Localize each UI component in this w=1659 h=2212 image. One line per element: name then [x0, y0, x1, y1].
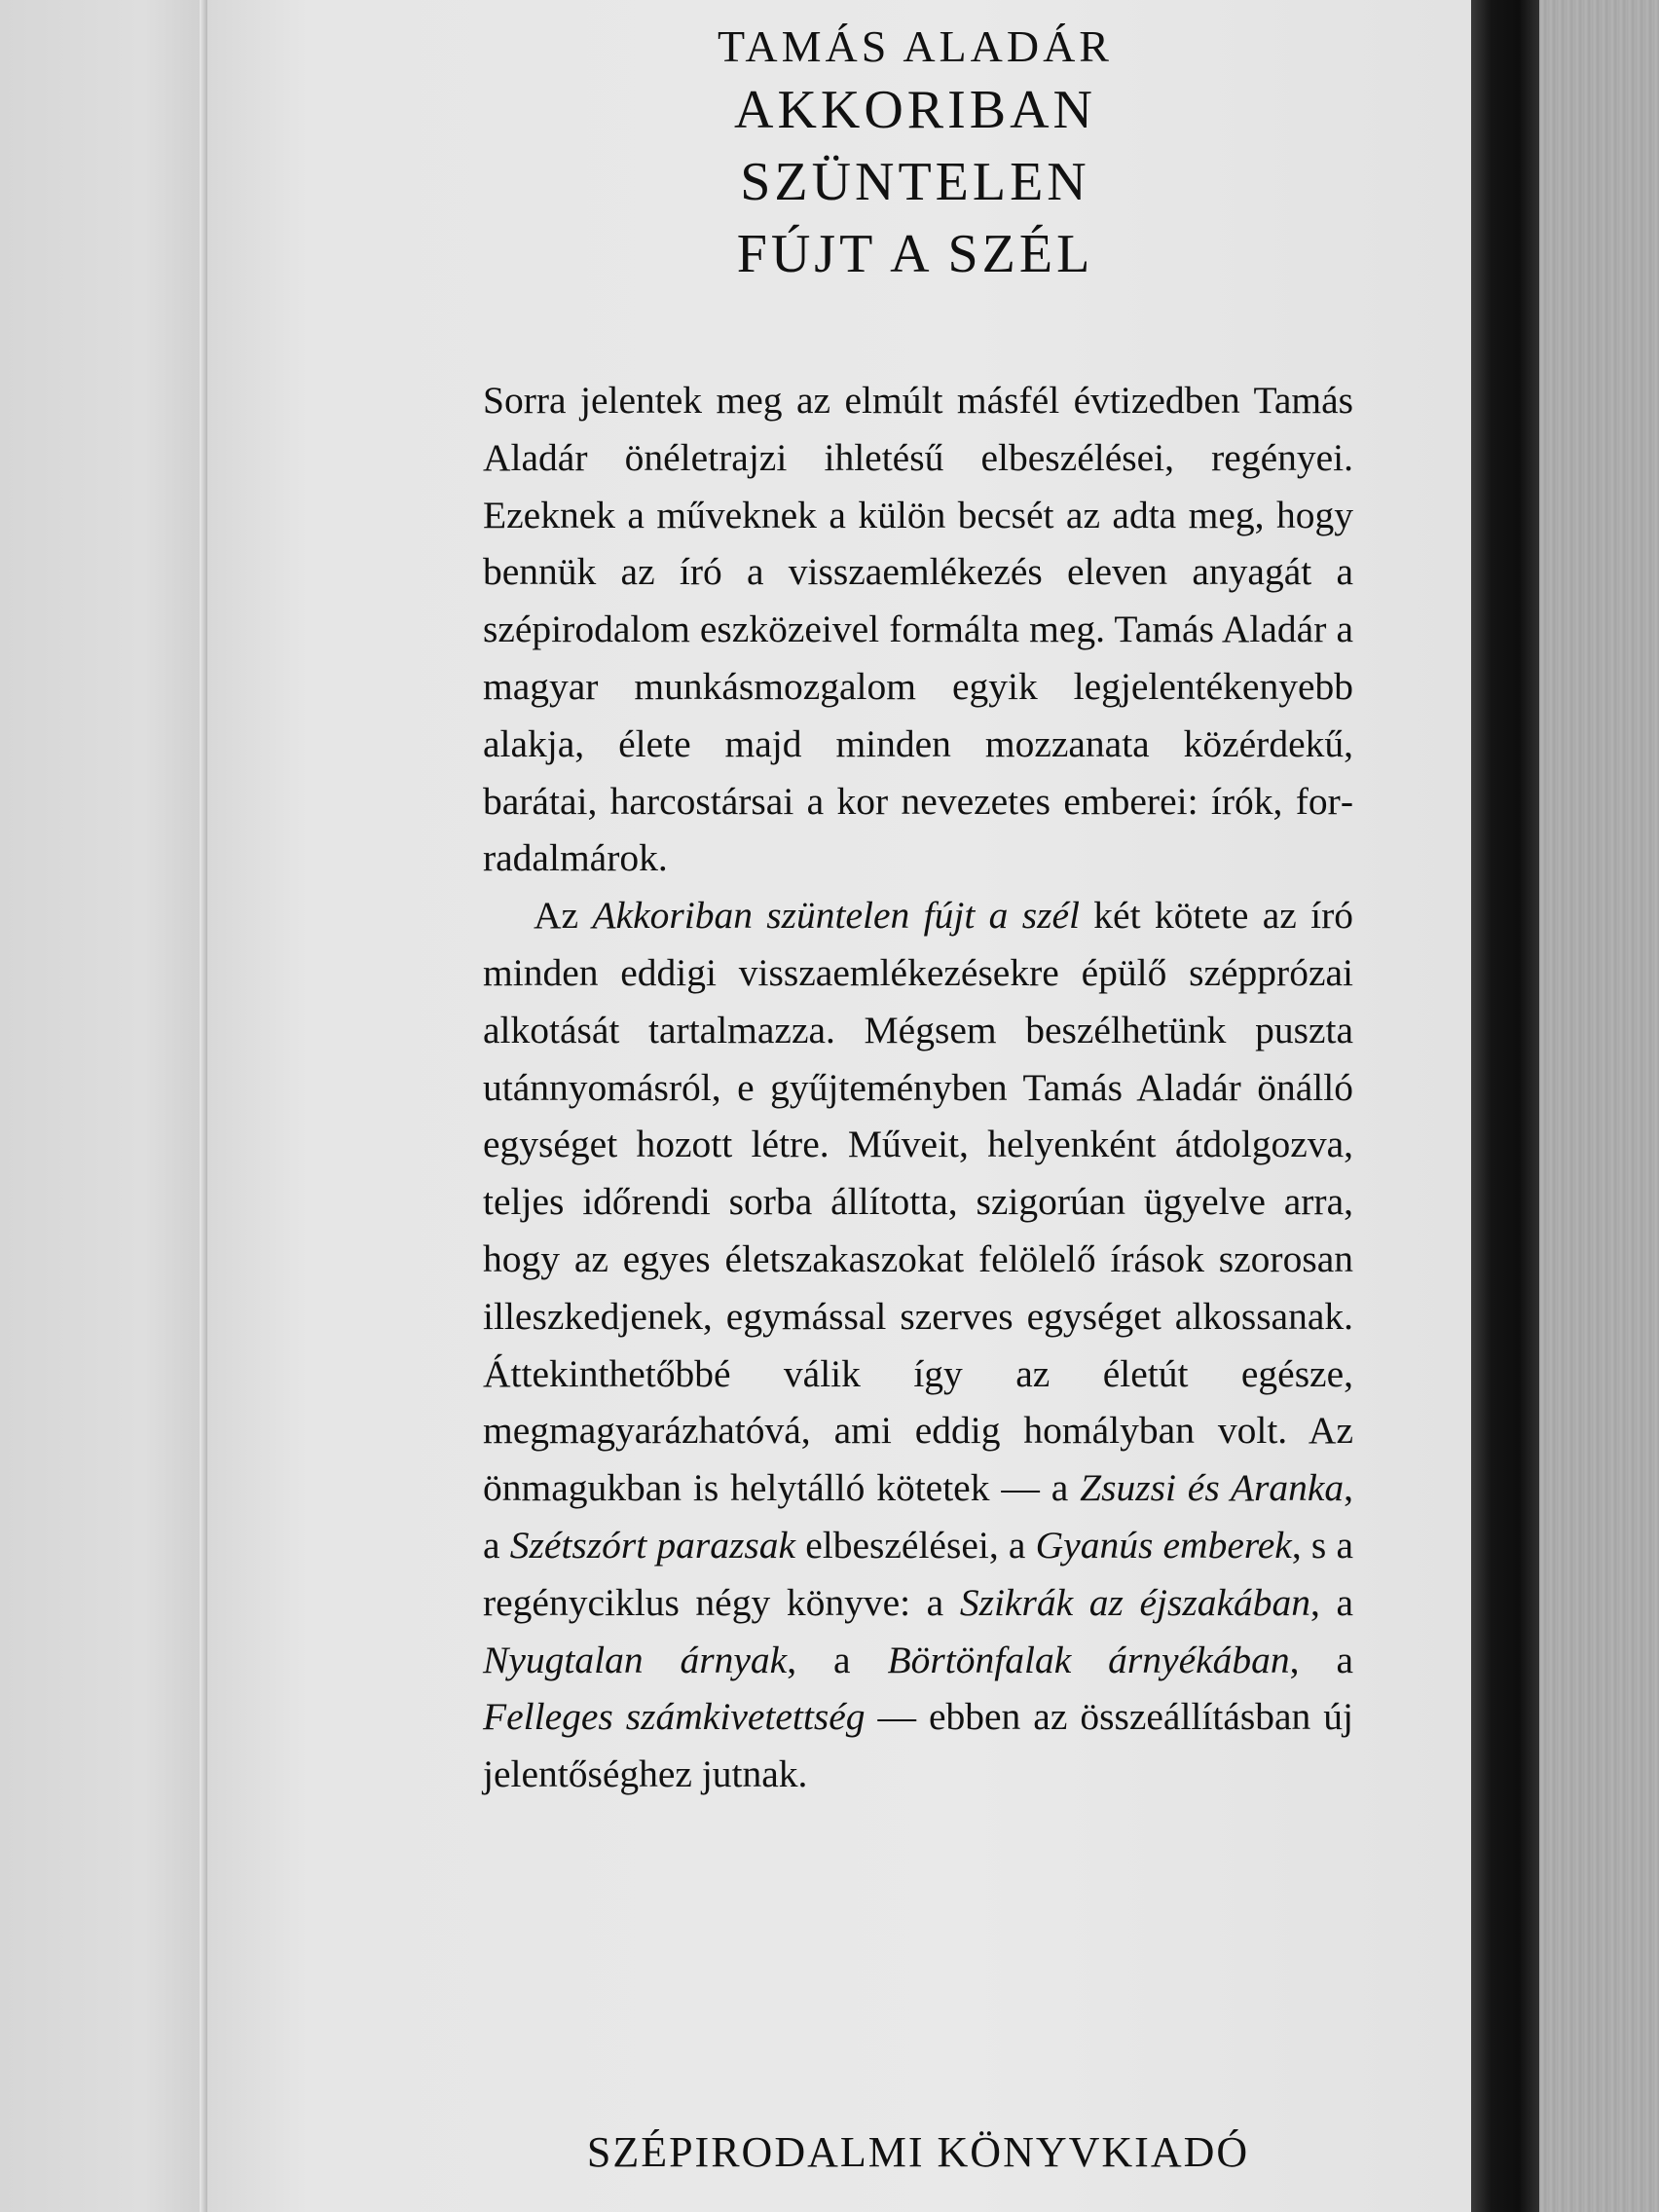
book-title-line-1: AKKORIBAN — [734, 80, 1096, 140]
background-surface — [1539, 0, 1659, 2212]
text-segment: , a — [1309, 1580, 1353, 1624]
text-segment: , a — [1289, 1638, 1353, 1681]
text-segment: , a — [483, 1466, 1354, 1567]
left-page — [0, 0, 206, 2212]
book-spine — [1471, 0, 1539, 2212]
book-title-line-2: SZÜNTELEN — [740, 152, 1090, 212]
text-segment: két kötete az író minden eddigi visszaemlékezésekre épülő szépprózai alkotását tartalmazza. Mégsem beszélhetünk puszta utánnyomásról, e gyűjteményben Tamás Aladár önálló egységet hozott létre. Műveit, helyenként átdolgozva, teljes időrendi sorba állította, szigorúan ügyelve arra, hogy az egyes életszakaszokat felölelő írások szorosan illeszkedjenek, egymással szerves egységet alkossanak. Áttekinthetőbbé válik így az életút egésze, megmagyarázhatóvá, ami eddig homályban volt. Az önmagukban is helytálló kötetek — a — [483, 894, 1354, 1510]
book-title-italic: Nyugtalan árnyak — [483, 1638, 788, 1681]
book-title-italic: Szikrák az éjszakában — [959, 1580, 1310, 1624]
book-title-line-3: FÚJT A SZÉL — [736, 224, 1094, 284]
blurb-text — [483, 372, 1353, 1803]
blurb-paragraph-1: Sorra jelentek meg az elmúlt másfél évtizedben Tamás Aladár önéletrajzi ihletésű elbeszélései, regényei. Ezeknek a műveknek a külön becsét az adta meg, hogy bennük az író a visszaemlékezés eleven anyagát a szépirodalom eszközeivel formálta meg. Tamás Aladár a magyar munkásmozgalom egyik legjelentékenyebb alakja, élete majd minden mozzanata közérdekű, barátai, harcostársai a kor nevezetes emberei: írók, forradalmárok. — [483, 379, 1353, 880]
text-segment: Az — [534, 894, 593, 938]
book-header — [584, 19, 1246, 290]
text-segment: , s a regényciklus négy könyve: a — [483, 1523, 1353, 1624]
book-title-italic: Akkoriban szüntelen fújt a szél — [592, 894, 1080, 938]
book-title-italic: Börtönfalak árnyékában — [887, 1638, 1290, 1681]
blurb-paragraph-2 — [483, 887, 1353, 1803]
book-title-italic: Felleges számkivetettség — [483, 1695, 866, 1739]
book-title-italic: Gyanús emberek — [1035, 1523, 1292, 1567]
publisher-name: SZÉPIRODALMI KÖNYVKIADÓ — [586, 2128, 1250, 2176]
book-title-italic: Zsuzsi és Aranka — [1080, 1466, 1345, 1510]
author-name: TAMÁS ALADÁR — [718, 21, 1113, 71]
book-title-italic: Szétszórt parazsak — [509, 1523, 796, 1567]
text-segment: , a — [787, 1638, 888, 1681]
text-segment: elbeszélései, a — [795, 1523, 1036, 1567]
left-page-edge — [200, 0, 207, 2212]
text-segment: — ebben az összeállításban új jelentőséghez jutnak. — [483, 1695, 1353, 1796]
